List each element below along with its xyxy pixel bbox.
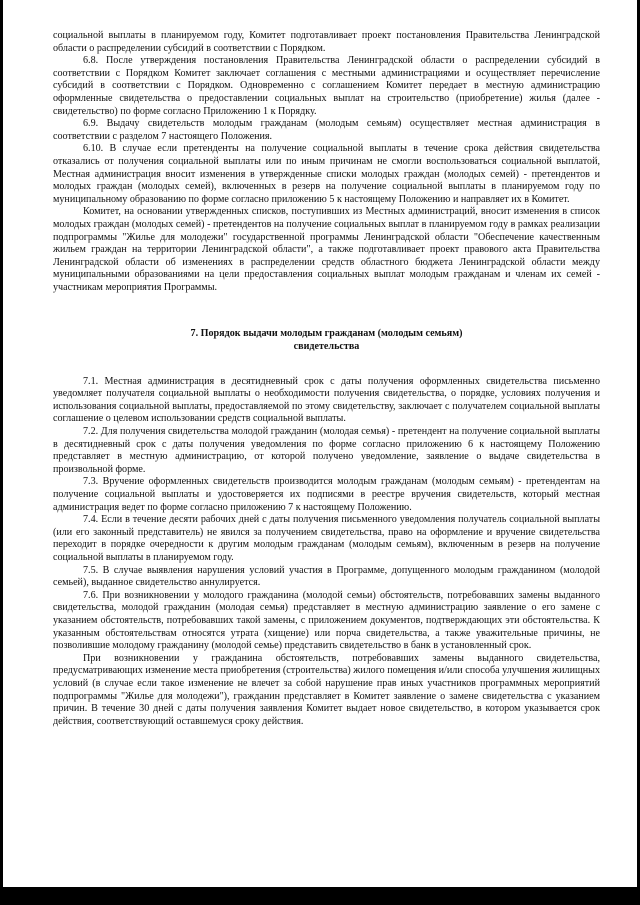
scan-border-bottom [0, 887, 640, 905]
paragraph-7-5: 7.5. В случае выявления нарушения условий участия в Программе, допущенного молодым гражданином (молодой семьей), выданное свидетельство аннулируется. [53, 564, 600, 589]
document-body [53, 30, 600, 728]
section-heading-line-1: 7. Порядок выдачи молодым гражданам (молодым семьям) [190, 328, 463, 340]
paragraph-continuation: социальной выплаты в планируемом году, Комитет подготавливает проект постановления Правительства Ленинградской области о распределении субсидий в соответствии с Порядком. [53, 30, 600, 54]
section-heading-line-2: свидетельства [293, 341, 360, 353]
section-7-heading [53, 328, 600, 353]
scan-border-left [0, 0, 3, 905]
paragraph-6-10: 6.10. В случае если претенденты на получение социальной выплаты в течение срока действия свидетельства отказались от получения социальной выплаты или по иным причинам не смогли воспользоваться социальной выплатой, Местная администрация вносит изменения в утвержденные списки молодых граждан (молодых семей) - претендентов и молодых граждан (молодых семей), включенных в резерв на получение социальной выплаты в планируемом году по муниципальному образованию по форме согласно приложению 5 к настоящему Положению и направляет их в Комитет. [53, 143, 600, 205]
paragraph-6-8: 6.8. После утверждения постановления Правительства Ленинградской области о распределении субсидий в соответствии с Порядком Комитет заключает соглашения с местными администрациями и осуществляет перечисление субсидий в соответствии с Порядком. Одновременно с соглашением Комитет передает в местную администрацию оформленные свидетельства о предоставлении социальных выплат на строительство (приобретение) жилья (далее - свидетельство) по форме согласно Приложению 1 к Порядку. [53, 55, 600, 117]
paragraph-7-3: 7.3. Вручение оформленных свидетельств производится молодым гражданам (молодым семьям) - претендентам на получение социальной выплаты и удостоверяется их подписями в реестре вручения свидетельств, который местная администрация ведет по форме согласно приложению 7 к настоящему Положению. [53, 476, 600, 513]
paragraph-6-9: 6.9. Выдачу свидетельств молодым гражданам (молодым семьям) осуществляет местная администрация в соответствии с разделом 7 настоящего Положения. [53, 118, 600, 142]
paragraph-7-6: 7.6. При возникновении у молодого гражданина (молодой семьи) обстоятельств, потребовавших замены выданного свидетельства, молодой гражданин (молодая семья) представляет в местную администрацию заявление о его замене с указанием обстоятельств, потребовавших такой замены, с приложением документов, подтверждающих эти обстоятельства. К указанным обстоятельствам относятся утрата (хищение) или порча свидетельства, а также уважительные причины, не позволившие молодому гражданину (молодой семье) представить свидетельство в банк в установленный срок. [53, 589, 600, 652]
paragraph-replacement: При возникновении у гражданина обстоятельств, потребовавших замены выданного свидетельства, предусматривающих изменение места приобретения (строительства) жилого помещения и/или способа улучшения жилищных условий (в случае если такое изменение не влечет за собой нарушение прав иных участников программных мероприятий подпрограммы "Жилье для молодежи"), гражданин представляет в Комитет заявление о замене свидетельства с указанием причин. В течение 30 дней с даты получения заявления Комитет выдает новое свидетельство, в котором указывается срок действия, соответствующий оставшемуся сроку действия. [53, 652, 600, 727]
paragraph-7-2: 7.2. Для получения свидетельства молодой гражданин (молодая семья) - претендент на получение социальной выплаты в десятидневный срок с даты получения уведомления по форме согласно приложению 6 к настоящему Положению представляет в местную администрацию, от которой получено уведомление, заявление о выдаче свидетельства в произвольной форме. [53, 426, 600, 475]
paragraph-7-4: 7.4. Если в течение десяти рабочих дней с даты получения письменного уведомления получатель социальной выплаты (или его законный представитель) не явился за получением свидетельства, право на оформление и вручение свидетельства переходит в порядке очередности к другим молодым гражданам (молодым семьям), включенным в резерв на получение социальной выплаты в планируемом году. [53, 514, 600, 563]
paragraph-committee: Комитет, на основании утвержденных списков, поступивших из Местных администраций, вносит изменения в список молодых граждан (молодых семей) - претендентов на получение социальных выплат в планируемом году в рамках реализации подпрограммы "Жилье для молодежи" государственной программы Ленинградской области "Обеспечение качественным жильем граждан на территории Ленинградской области", а также подготавливает проект правового акта Правительства Ленинградской области об изменениях в распределении средств областного бюджета Ленинградской области между муниципальными образованиями на цели предоставления социальных выплат молодым гражданам и членам их семей - участникам мероприятия Программы. [53, 206, 600, 293]
paragraph-7-1: 7.1. Местная администрация в десятидневный срок с даты получения оформленных свидетельства письменно уведомляет получателя социальной выплаты о необходимости получения свидетельства, о порядке, условиях получения и использования социальной выплаты, предоставляемой по этому свидетельству, заключает с получателем социальной выплаты соглашение о целевом использовании средств социальной выплаты. [53, 375, 600, 425]
